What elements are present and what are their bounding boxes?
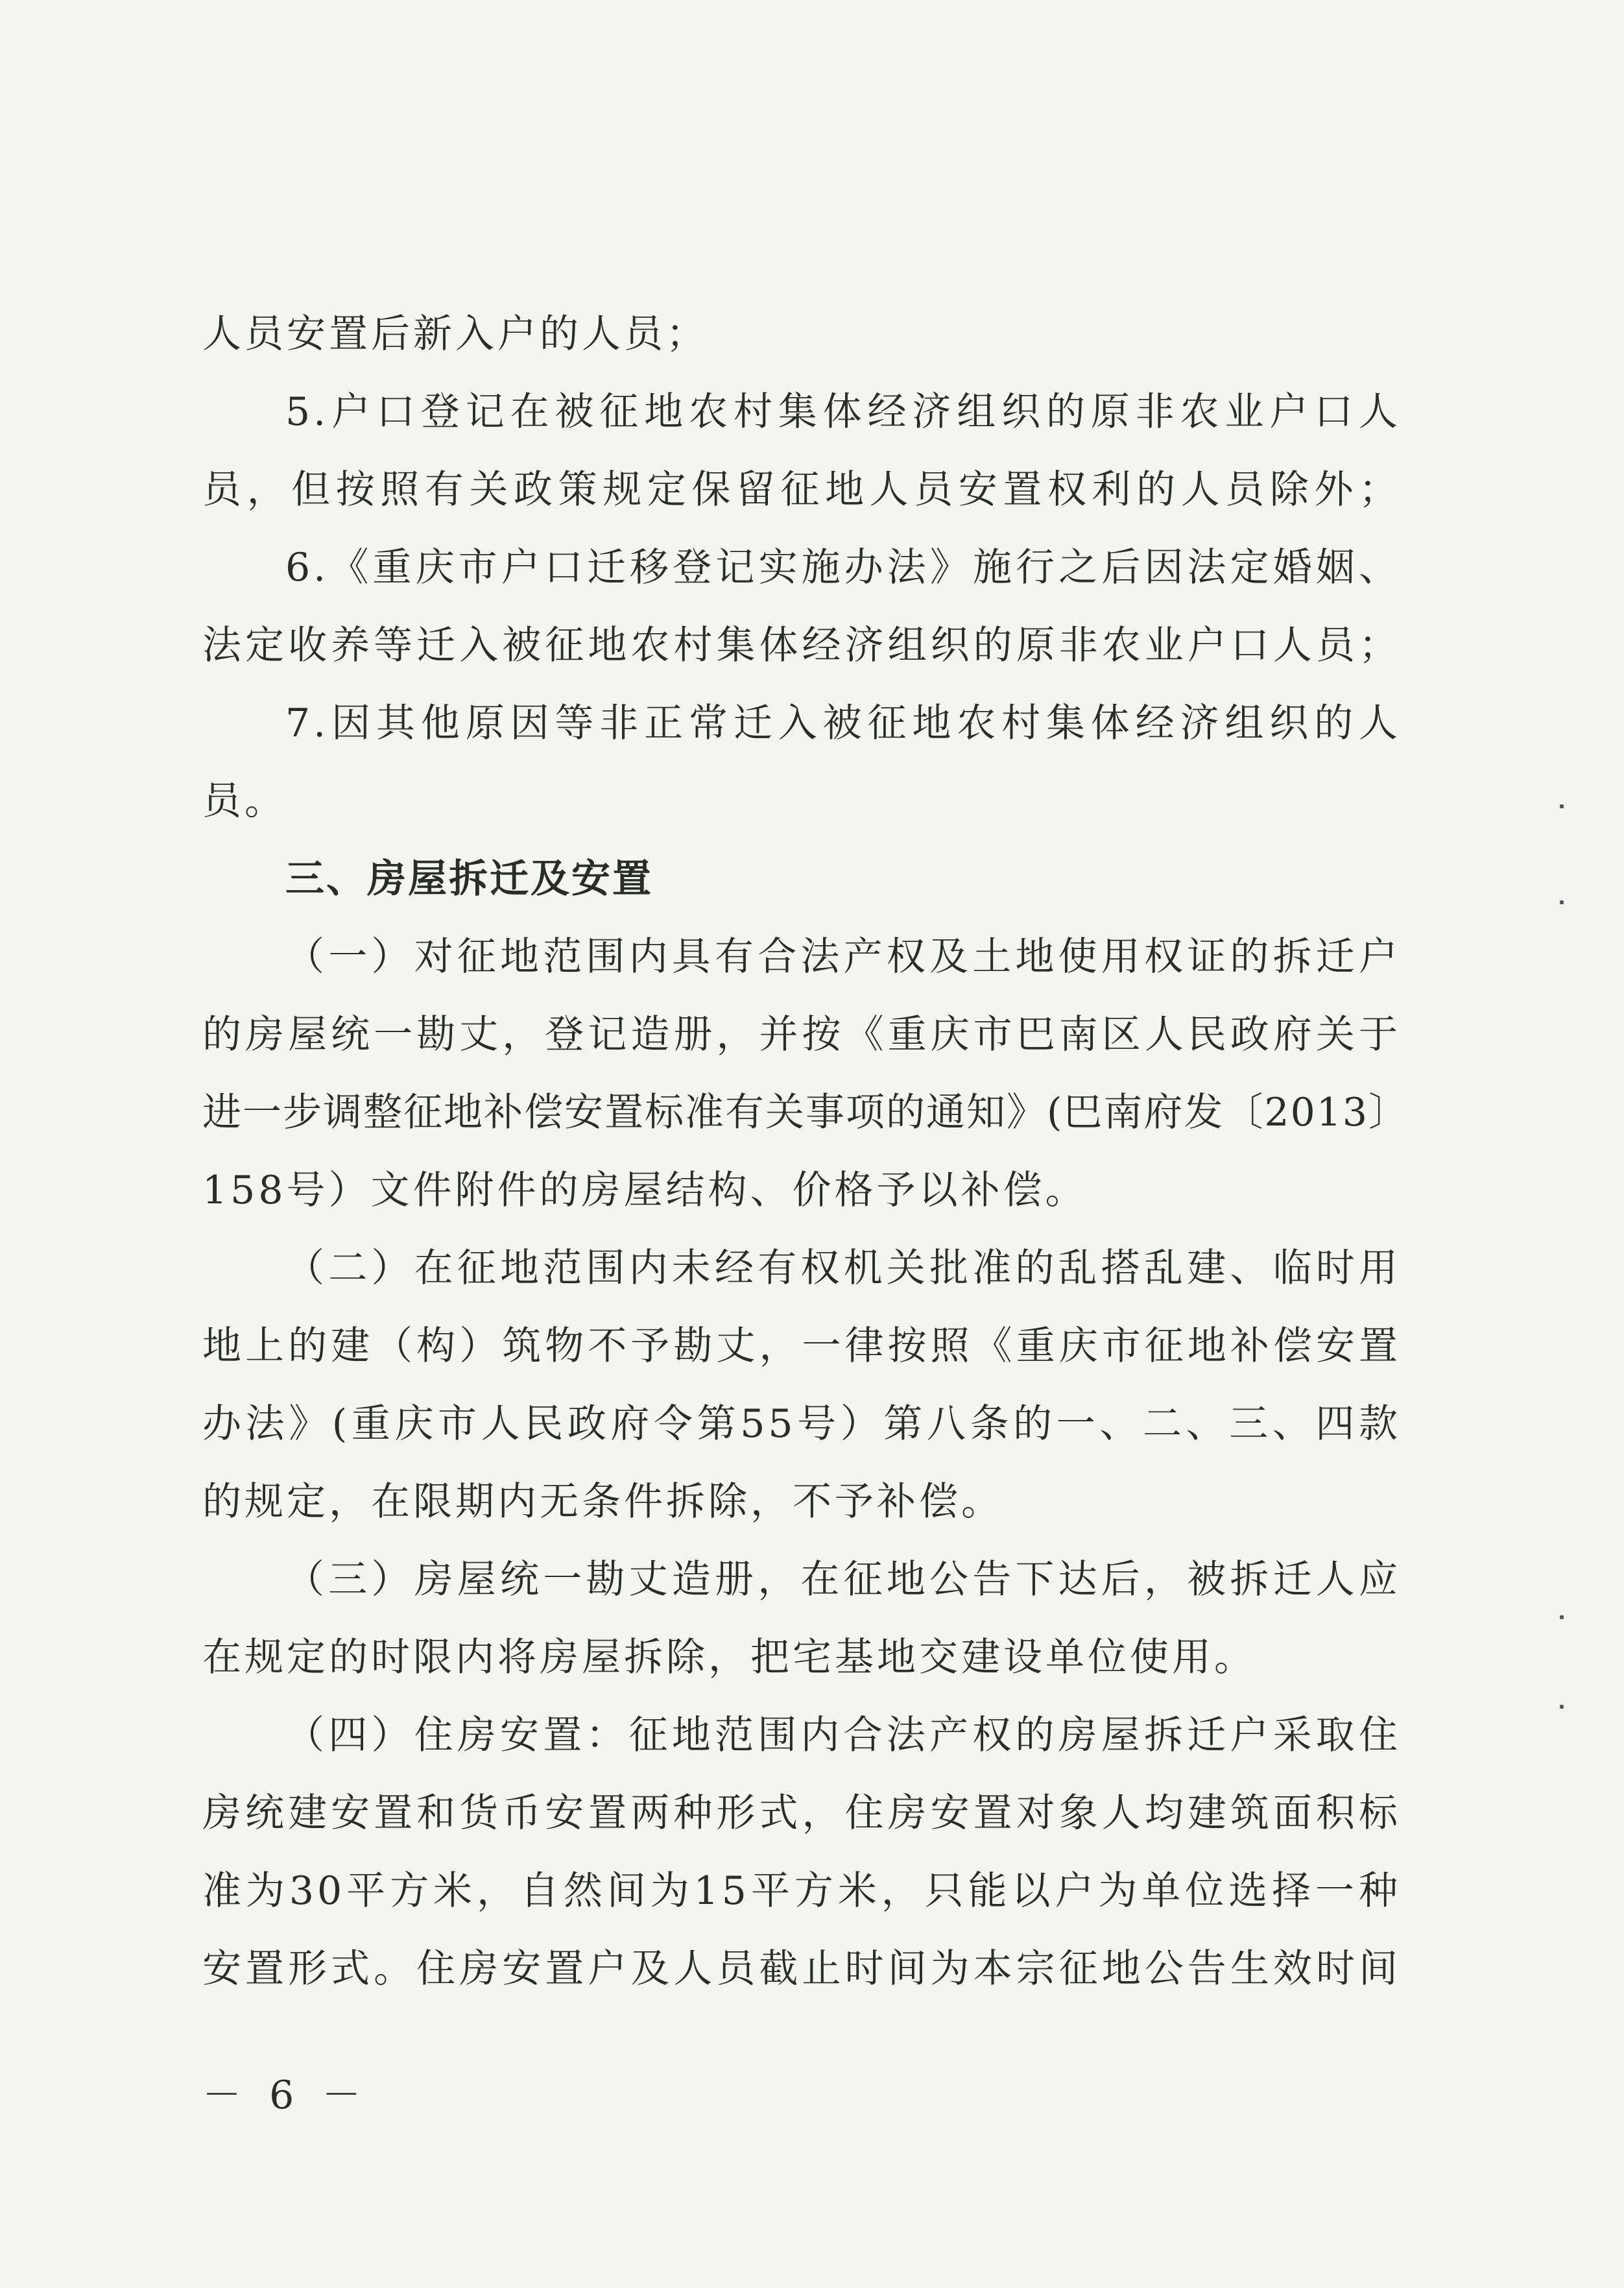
text-line: （三）房屋统一勘丈造册，在征地公告下达后，被拆迁人应 [285, 1557, 1401, 1602]
text-line: 7.因其他原因等非正常迁入被征地农村集体经济组织的人 [285, 701, 1401, 746]
text-line: 地上的建（构）筑物不予勘丈，一律按照《重庆市征地补偿安置 [202, 1323, 1401, 1369]
text-line: （一）对征地范围内具有合法产权及土地使用权证的拆迁户 [285, 934, 1401, 980]
text-line: 员。 [202, 778, 287, 824]
scan-mark [1560, 1615, 1564, 1619]
text-line: 158号）文件附件的房屋结构、价格予以补偿。 [202, 1168, 1088, 1213]
document-body [202, 295, 1409, 2008]
text-line: 安置形式。住房安置户及人员截止时间为本宗征地公告生效时间 [202, 1946, 1401, 1992]
text-line: 房统建安置和货币安置两种形式，住房安置对象人均建筑面积标 [202, 1790, 1401, 1836]
text-line: 的规定，在限期内无条件拆除，不予补偿。 [202, 1479, 1003, 1524]
scan-mark [1560, 804, 1564, 808]
text-line: 法定收养等迁入被征地农村集体经济组织的原非农业户口人员； [202, 623, 1401, 668]
text-line: 进一步调整征地补偿安置标准有关事项的通知》(巴南府发〔2013〕 [202, 1090, 1409, 1135]
text-line: 6.《重庆市户口迁移登记实施办法》施行之后因法定婚姻、 [285, 545, 1401, 590]
text-line: 准为30平方米，自然间为15平方米，只能以户为单位选择一种 [202, 1868, 1401, 1914]
text-line: 在规定的时限内将房屋拆除，把宅基地交建设单位使用。 [202, 1635, 1256, 1680]
section-heading: 三、房屋拆迁及安置 [285, 856, 653, 902]
text-line: 5.户口登记在被征地农村集体经济组织的原非农业户口人 [285, 389, 1401, 435]
text-line: （二）在征地范围内未经有权机关批准的乱搭乱建、临时用 [285, 1246, 1401, 1291]
text-line: （四）住房安置：征地范围内合法产权的房屋拆迁户采取住 [285, 1713, 1401, 1758]
text-line: 办法》(重庆市人民政府令第55号）第八条的一、二、三、四款 [202, 1401, 1401, 1447]
text-line: 的房屋统一勘丈，登记造册，并按《重庆市巴南区人民政府关于 [202, 1012, 1401, 1057]
text-line: 员，但按照有关政策规定保留征地人员安置权利的人员除外； [202, 467, 1401, 512]
scan-mark [1560, 1705, 1564, 1709]
text-line: 人员安置后新入户的人员； [202, 311, 708, 357]
scan-mark [1560, 900, 1564, 904]
page-number: － 6 － [202, 2073, 369, 2118]
